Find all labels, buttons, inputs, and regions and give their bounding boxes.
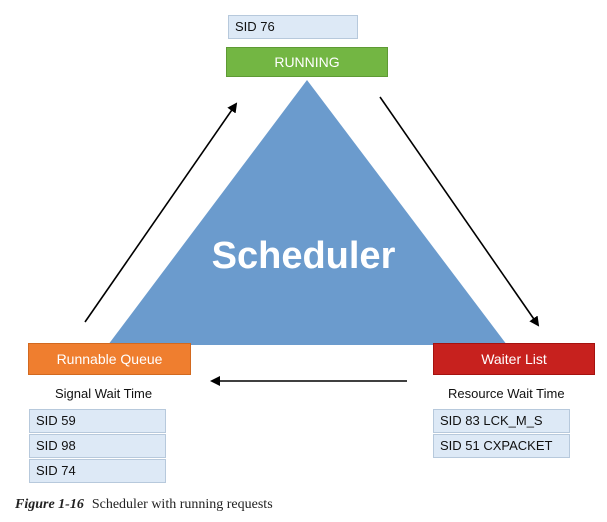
running-box: RUNNING	[226, 47, 388, 77]
running-session: SID 76	[228, 15, 358, 39]
waiter-list-box: Waiter List	[433, 343, 595, 375]
queue-session: SID 59	[29, 409, 166, 433]
resource-wait-time-label: Resource Wait Time	[448, 386, 565, 401]
figure-caption	[15, 497, 273, 513]
queue-session: SID 98	[29, 434, 166, 458]
signal-wait-time-label: Signal Wait Time	[55, 386, 153, 401]
scheduler-label: Scheduler	[211, 235, 396, 277]
figure-number: Figure 1-16	[15, 497, 84, 512]
figure-caption-text: Scheduler with running requests	[91, 497, 273, 512]
runnable-queue-box: Runnable Queue	[28, 343, 191, 375]
queue-session: SID 74	[29, 459, 166, 483]
waiter-session: SID 83 LCK_M_S	[433, 409, 570, 433]
waiter-session: SID 51 CXPACKET	[433, 434, 570, 458]
scheduler-triangle	[108, 80, 507, 345]
